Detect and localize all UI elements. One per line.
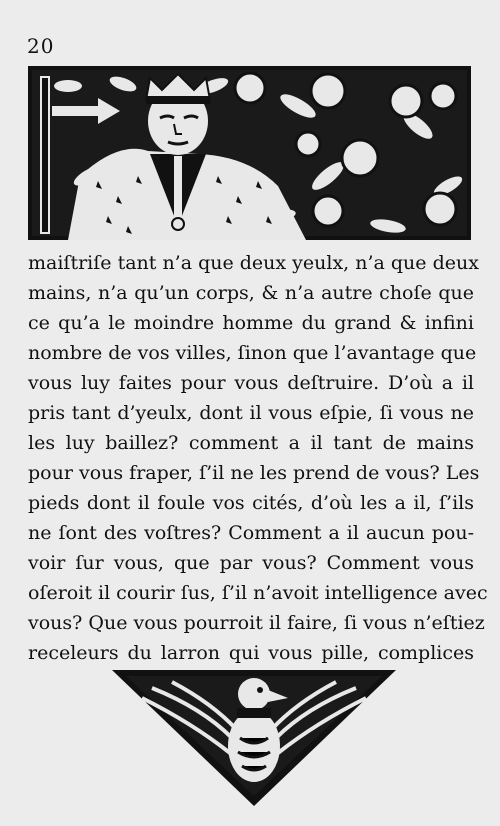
- text-line: vous luy faites pour vous deſtruire. D’où a il: [28, 372, 474, 394]
- text-line: pieds dont il foule vos cités, d’où les a il, ſ’ils: [28, 492, 474, 514]
- text-line: ce qu’a le moindre homme du grand & infini: [28, 312, 474, 334]
- text-line: pour vous fraper, ſ’il ne les prend de vous? Les: [28, 462, 480, 484]
- text-line: mains, n’a qu’un corps, & n’a autre choſe que: [28, 282, 474, 304]
- text-line: les luy baillez? comment a il tant de mains: [28, 432, 474, 454]
- text-line: nombre de vos villes, ſinon que l’avantage que: [28, 342, 477, 364]
- text-line: ne ſont des voſtres? Comment a il aucun pou-: [28, 522, 474, 544]
- body-text: [28, 248, 488, 668]
- tailpiece-woodcut-illustration: [112, 668, 396, 808]
- text-line: oſeroit il courir ſus, ſ’il n’avoit intelligence avec: [28, 582, 488, 604]
- page-number: 20: [27, 34, 55, 58]
- text-line: voir ſur vous, que par vous? Comment vous: [28, 552, 474, 574]
- text-line: maiſtriſe tant n’a que deux yeulx, n’a que deux: [28, 252, 479, 274]
- text-line: vous? Que vous pourroit il faire, ſi vous n’eſtiez: [28, 612, 485, 634]
- text-line: receleurs du larron qui vous pille, complices: [28, 642, 474, 664]
- header-woodcut-illustration: [28, 66, 471, 240]
- text-line: pris tant d’yeulx, dont il vous eſpie, ſi vous ne: [28, 402, 474, 424]
